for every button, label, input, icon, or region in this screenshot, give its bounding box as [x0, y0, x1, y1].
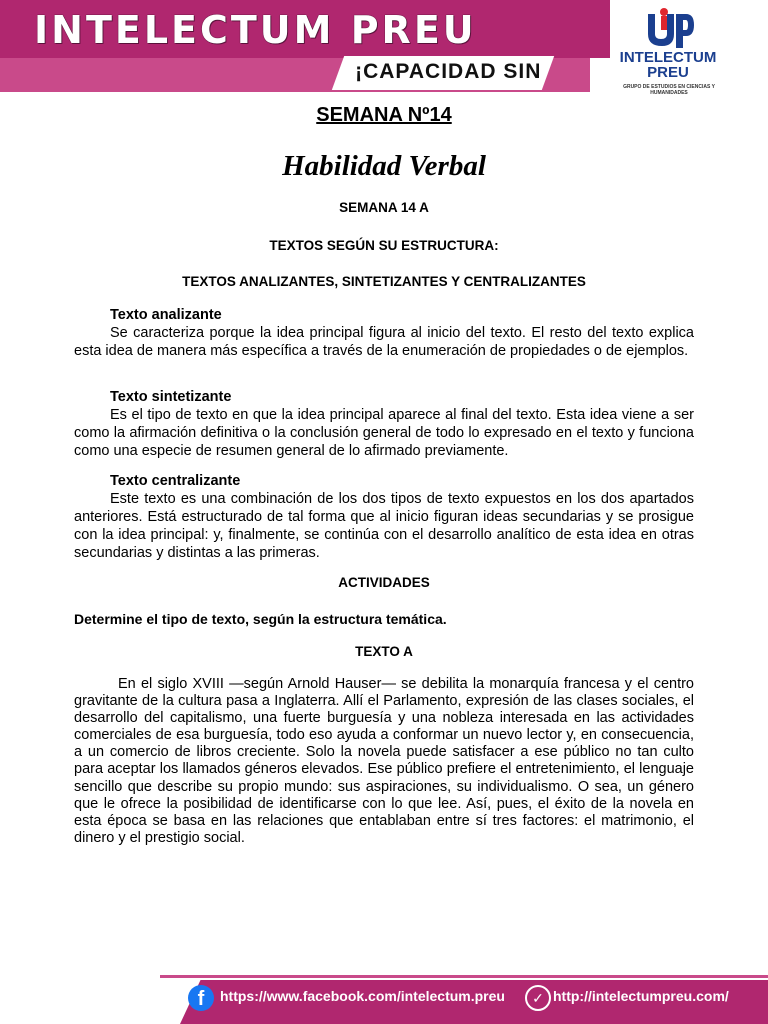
instruction: Determine el tipo de texto, según la estructura temática.	[74, 611, 447, 627]
type-sintetizante	[74, 388, 694, 460]
logo-name-line2: PREU	[647, 64, 689, 81]
website-link[interactable]: http://intelectumpreu.com/	[553, 988, 729, 1004]
type-title: Texto sintetizante	[110, 389, 232, 405]
text-a-title: TEXTO A	[355, 644, 413, 659]
activities-title: ACTIVIDADES	[338, 575, 430, 590]
slogan-box	[332, 56, 554, 90]
week-title: SEMANA Nº14	[316, 104, 452, 126]
footer-accent-line	[160, 975, 768, 978]
logo-name	[606, 50, 730, 80]
type-analizante	[74, 306, 694, 360]
type-body: Se caracteriza porque la idea principal figura al inicio del texto. El resto del texto explica esta idea de manera más específica a través de la enumeración de propiedades o de ejemplos.	[74, 325, 694, 359]
topic-title: TEXTOS SEGÚN SU ESTRUCTURA:	[269, 238, 499, 253]
brand-title: INTELECTUM PREU	[34, 8, 477, 52]
slogan-text: ¡CAPACIDAD SIN	[355, 60, 542, 83]
website-icon[interactable]: ✓	[525, 985, 551, 1011]
type-centralizante	[74, 472, 694, 562]
subtopic-title: TEXTOS ANALIZANTES, SINTETIZANTES Y CENTRALIZANTES	[182, 274, 586, 289]
section-title: SEMANA 14 A	[339, 200, 429, 215]
up-logo-icon	[644, 6, 696, 50]
type-body: Este texto es una combinación de los dos tipos de texto expuestos en los dos apartados anteriores. Está estructurado de tal forma que al inicio figuran ideas secundarias y se prosigue con la idea principal: y, finalmente, se continúa con el desarrollo analítico de esta idea en otras secundarias y distintas a las primeras.	[74, 491, 694, 561]
facebook-icon[interactable]: f	[188, 985, 214, 1011]
logo-name-line1: INTELECTUM	[619, 49, 717, 66]
type-title: Texto analizante	[110, 307, 222, 323]
brand-logo	[606, 6, 730, 102]
subject-title: Habilidad Verbal	[282, 150, 486, 182]
text-a-body: En el siglo XVIII —según Arnold Hauser— se debilita la monarquía francesa y el centro gravitante de la cultura pasa a Inglaterra. Allí el Parlamento, expresión de las clases sociales, el desarrollo del capitalismo, una fuerte burguesía y una nobleza interesada en las actividades comerciales de esa burguesía, todo eso ayuda a conformar un nuevo lector y, en consecuencia, a un comercio de libros creciente. Solo la novela puede satisfacer a ese público no tan culto para aceptar los llamados géneros elevados. Ese público prefiere el entretenimiento, el lenguaje sencillo que describe su propio mundo: sus aspiraciones, su individualismo. O sea, un género que le ofrece la posibilidad de identificarse con lo que lee. Así, pues, el éxito de la novela en esta época se basa en las relaciones que entablaban entre sí tres factores: el matrimonio, el dinero y el prestigio social.	[74, 676, 694, 846]
type-body: Es el tipo de texto en que la idea principal aparece al final del texto. Esta idea viene a ser como la afirmación definitiva o la conclusión general de todo lo expresado en el texto y funciona como una especie de resumen general de lo afirmado previamente.	[74, 407, 694, 459]
logo-subtitle: GRUPO DE ESTUDIOS EN CIENCIAS Y HUMANIDADES	[623, 84, 715, 96]
type-title: Texto centralizante	[110, 473, 241, 489]
facebook-link[interactable]: https://www.facebook.com/intelectum.preu	[220, 988, 505, 1004]
